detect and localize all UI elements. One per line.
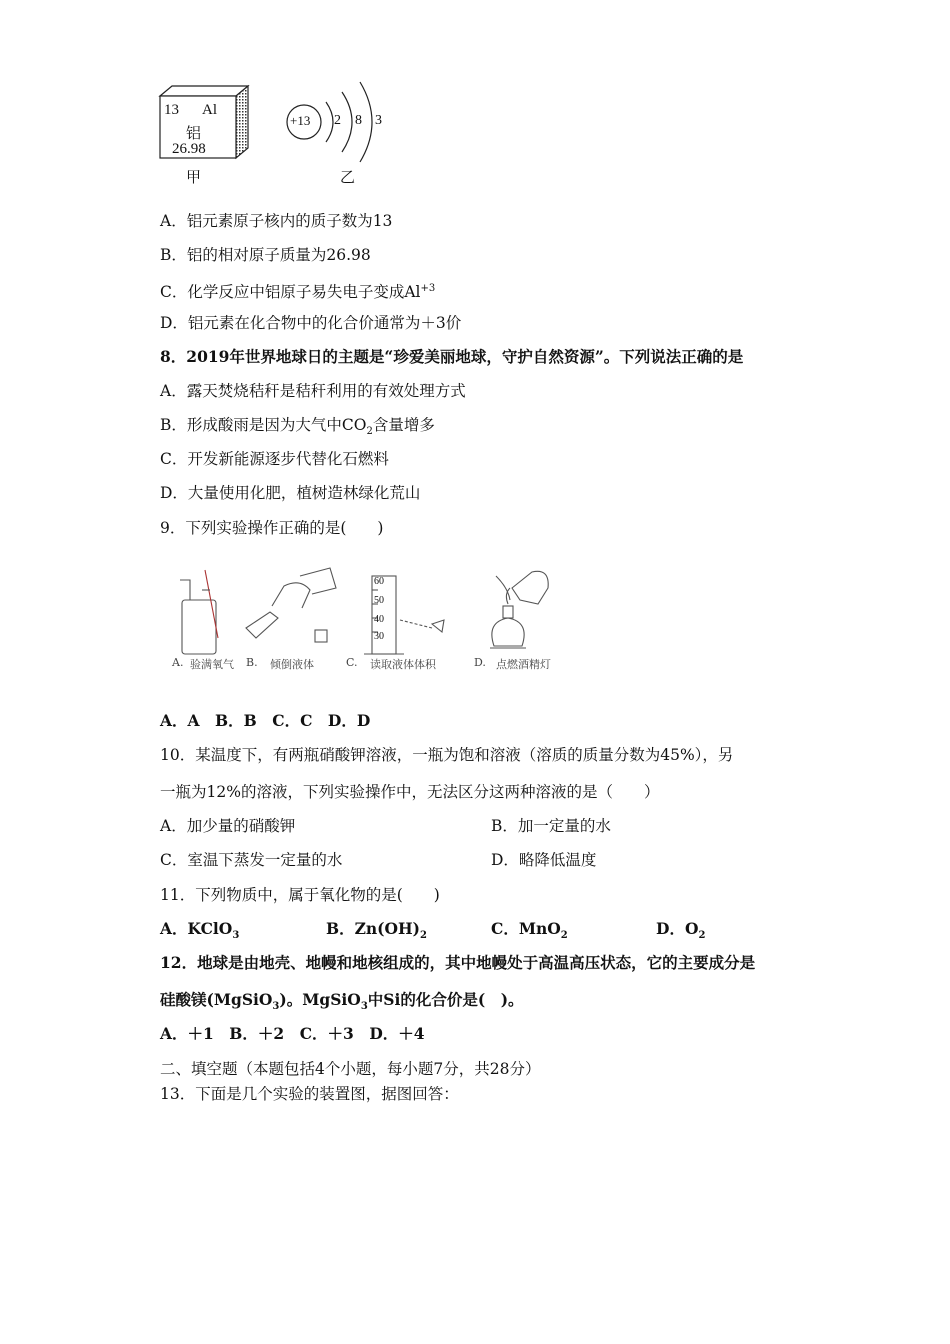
element-cell-figure (158, 84, 253, 162)
element-number: 13 (164, 102, 179, 118)
shell-3-electrons: 3 (375, 113, 382, 128)
q12-s2-a: 硅酸镁(MgSiO (160, 990, 273, 1009)
q8-option-b (160, 415, 435, 442)
q9-cyl-mark-50: 50 (374, 595, 384, 606)
q8-stem: 8．2019年世界地球日的主题是“珍爱美丽地球，守护自然资源”。下列说法正确的是 (160, 347, 744, 366)
q11-option-b-sub: 2 (420, 930, 427, 942)
q11-option-c-text: C．MnO (491, 919, 561, 938)
element-mass: 26.98 (172, 141, 206, 157)
q10-option-a: A．加少量的硝酸钾 (160, 817, 296, 835)
q8-option-b-sub: 2 (366, 426, 373, 438)
q12-stem-line2 (160, 990, 524, 1017)
q7-option-a: A．铝元素原子核内的质子数为13 (160, 212, 393, 230)
q10-option-d: D．略降低温度 (491, 851, 597, 869)
shell-2-electrons: 8 (355, 113, 362, 128)
atom-structure-figure (282, 78, 392, 166)
q10-stem-line1: 10．某温度下，有两瓶硝酸钾溶液，一瓶为饱和溶液（溶质的质量分数为45%），另 (160, 746, 734, 764)
q11-stem: 11．下列物质中，属于氧化物的是( ) (160, 886, 440, 904)
q11-option-c (491, 919, 568, 946)
q12-stem-line1: 12．地球是由地壳、地幔和地核组成的，其中地幔处于高温高压状态，它的主要成分是 (160, 953, 756, 972)
q9-stem: 9．下列实验操作正确的是( ) (160, 519, 384, 537)
q9-cyl-mark-40: 40 (374, 614, 384, 625)
q8-option-c: C．开发新能源逐步代替化石燃料 (160, 450, 389, 468)
q9-answer-options: A．A B．B C．C D．D (160, 711, 371, 730)
section-2-heading: 二、填空题（本题包括4个小题，每小题7分，共28分） (160, 1060, 541, 1078)
q8-option-d: D．大量使用化肥，植树造林绿化荒山 (160, 484, 421, 502)
q9-label-c-text: 读取液体体积 (370, 658, 436, 671)
q9-label-c-letter: C. (346, 656, 358, 669)
q7-option-b: B．铝的相对原子质量为26.98 (160, 246, 371, 264)
q9-label-a-letter: A. (172, 656, 184, 669)
q11-option-a-sub: 3 (232, 930, 240, 942)
q9-label-b-letter: B. (246, 656, 258, 669)
q7-option-c-text: C．化学反应中铝原子易失电子变成Al (160, 283, 421, 302)
q9-label-a-text: 验满氧气 (190, 658, 234, 671)
q9-label-b-text: 倾倒液体 (270, 658, 314, 671)
shell-1-electrons: 2 (334, 113, 341, 128)
q11-option-b-text: B．Zn(OH) (326, 919, 420, 938)
element-symbol: Al (202, 102, 217, 118)
q11-option-d-text: D．O (656, 919, 699, 938)
q11-option-b (326, 919, 427, 946)
q11-option-d (656, 919, 705, 946)
q8-option-b-tail: 含量增多 (372, 416, 435, 434)
q10-option-b: B．加一定量的水 (491, 817, 611, 835)
q7-option-d: D．铝元素在化合物中的化合价通常为＋3价 (160, 314, 462, 332)
q12-s2-sub1: 3 (272, 1001, 280, 1013)
q7-option-c (160, 279, 435, 302)
q12-s2-e: 中Si的化合价是( )。 (367, 990, 524, 1009)
nucleus-charge: +13 (290, 113, 311, 128)
q11-option-a-text: A．KClO (160, 919, 233, 938)
caption-yi: 乙 (340, 168, 356, 186)
q11-option-d-sub: 2 (698, 930, 706, 942)
q10-option-c: C．室温下蒸发一定量的水 (160, 851, 343, 869)
q10-stem-line2: 一瓶为12%的溶液，下列实验操作中，无法区分这两种溶液的是（ ） (160, 783, 660, 801)
q9-cyl-mark-30: 30 (374, 631, 384, 642)
q12-options: A．＋1 B．＋2 C．＋3 D．＋4 (160, 1024, 425, 1043)
caption-jia: 甲 (186, 168, 202, 186)
q9-cyl-mark-60: 60 (374, 576, 384, 587)
q12-s2-c: )。MgSiO (279, 990, 361, 1009)
q12-s2-sub2: 3 (360, 1001, 368, 1013)
q8-option-b-text: B．形成酸雨是因为大气中CO (160, 416, 367, 434)
q9-label-d-letter: D. (474, 656, 486, 669)
q11-option-c-sub: 2 (560, 930, 568, 942)
q13-stem: 13．下面是几个实验的装置图，据图回答： (160, 1085, 459, 1103)
q9-label-d-text: 点燃酒精灯 (496, 658, 551, 671)
q11-option-a (160, 919, 239, 946)
q9-lab-figure (160, 548, 580, 678)
q7-option-c-charge: +3 (420, 283, 436, 294)
q8-option-a: A．露天焚烧秸秆是秸秆利用的有效处理方式 (160, 382, 466, 400)
element-name: 铝 (186, 124, 202, 142)
